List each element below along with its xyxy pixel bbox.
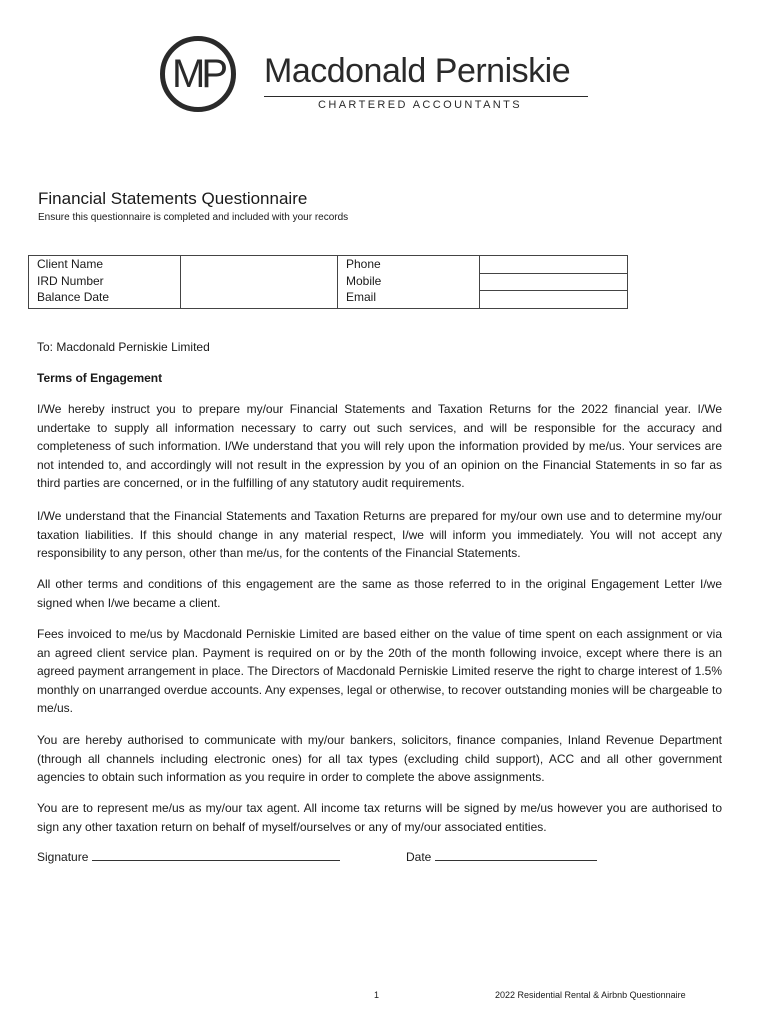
client-details-table	[28, 255, 628, 309]
date-line	[406, 849, 597, 864]
terms-heading: Terms of Engagement	[37, 371, 163, 385]
logo-company-name: Macdonald Perniskie	[264, 52, 571, 90]
balance-date-label: Balance Date	[37, 290, 110, 304]
signature-line	[37, 849, 340, 864]
page-number: 1	[374, 990, 380, 1000]
footer-document-title: 2022 Residential Rental & Airbnb Questionnaire	[495, 990, 686, 1000]
mobile-label: Mobile	[346, 273, 382, 288]
date-label: Date	[406, 850, 432, 864]
signature-field[interactable]	[92, 849, 340, 861]
phone-label: Phone	[346, 257, 381, 271]
terms-paragraph: All other terms and conditions of this engagement are the same as those referred to in the original Engagement Letter I/we signed when I/we became a client.	[37, 577, 722, 610]
page-subtitle: Ensure this questionnaire is completed and included with your records	[38, 212, 349, 223]
company-logo	[160, 36, 600, 116]
mobile-field[interactable]	[480, 274, 627, 292]
email-label: Email	[346, 290, 377, 304]
logo-divider	[264, 96, 588, 97]
contact-fields	[480, 256, 628, 309]
email-field[interactable]	[480, 291, 627, 308]
terms-paragraph: You are to represent me/us as my/our tax agent. All income tax returns will be signed by me/us however you are authorised to sign any other taxation return on behalf of myself/ourselves or any of my/our associated entities.	[37, 801, 722, 834]
date-field[interactable]	[435, 849, 597, 861]
contact-labels	[338, 256, 480, 309]
client-name-label: Client Name	[37, 257, 104, 271]
logo-monogram: MP	[172, 52, 224, 96]
logo-tagline: CHARTERED ACCOUNTANTS	[318, 99, 523, 111]
client-details-field[interactable]	[181, 256, 338, 309]
ird-number-label: IRD Number	[37, 273, 104, 288]
client-labels	[29, 256, 181, 309]
terms-paragraph: I/We hereby instruct you to prepare my/our Financial Statements and Taxation Returns for the 2022 financial year. I/We undertake to supply all information necessary to carry out such services, and will be responsible for the accuracy and completeness of such information. I/We understand that you will rely upon the information provided by me/us. Your services are not intended to, and accordingly will not result in the expression by you of an opinion on the Financial Statements in so far as third parties are concerned, or in the fulfilling of any statutory audit requirements.	[37, 402, 722, 491]
page-title: Financial Statements Questionnaire	[38, 189, 308, 208]
letter-recipient: To: Macdonald Perniskie Limited	[37, 340, 210, 354]
terms-paragraph: Fees invoiced to me/us by Macdonald Perniskie Limited are based either on the value of time spent on each assignment or via an agreed client service plan. Payment is required on or by the 20th of the month following invoice, except where there is an agreed payment arrangement in place. The Directors of Macdonald Perniskie Limited reserve the right to charge interest of 1.5% monthly on unarranged overdue accounts. Any expenses, legal or otherwise, to recover outstanding monies will be chargeable to me/us.	[37, 627, 722, 716]
terms-paragraph: You are hereby authorised to communicate with my/our bankers, solicitors, finance companies, Inland Revenue Department (through all channels including electronic ones) for all tax types (excluding child support), ACC and all other government agencies to obtain such information as you require in order to complete the above assignments.	[37, 733, 722, 785]
phone-field[interactable]	[480, 256, 627, 274]
signature-label: Signature	[37, 850, 89, 864]
terms-paragraph: I/We understand that the Financial Statements and Taxation Returns are prepared for my/our own use and to determine my/our taxation liabilities. If this should change in any material respect, I/we will inform you immediately. You will not accept any responsibility to any person, other than me/us, for the contents of the Financial Statements.	[37, 509, 722, 561]
